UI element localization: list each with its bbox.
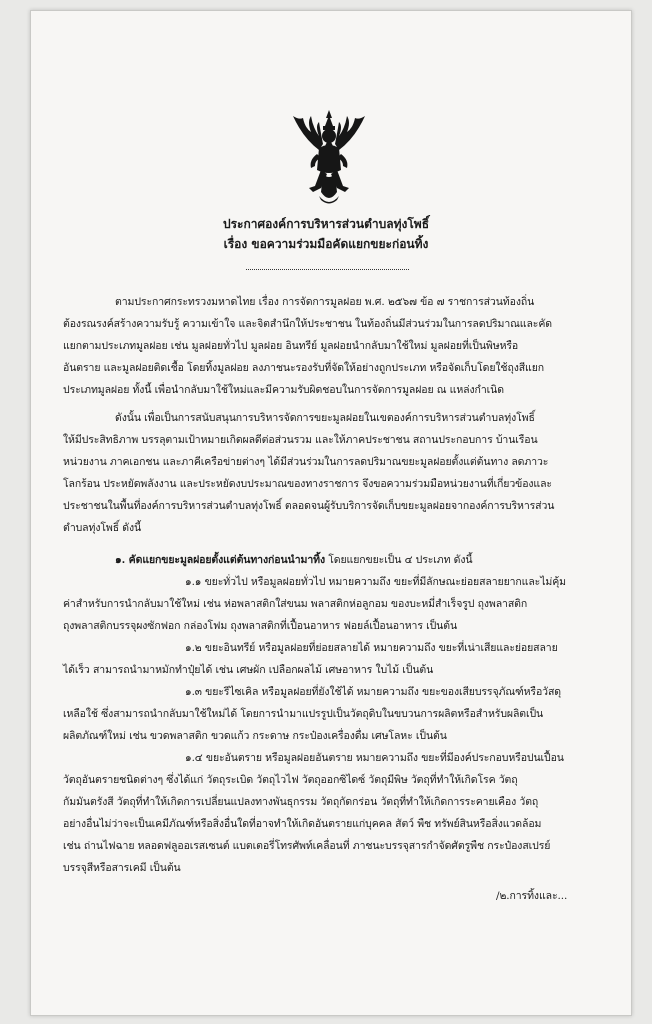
item-1-2-line: ๑.๒ ขยะอินทรีย์ หรือมูลฝอยที่ย่อยสลายได้ หมายความถึง ขยะที่เน่าเสียและย่อยสลาย <box>185 642 558 654</box>
para2-line: ให้มีประสิทธิภาพ บรรลุตามเป้าหมายเกิดผลดีต่อส่วนรวม และให้ภาคประชาชน สถานประกอบการ บ้านเรือน <box>63 434 538 446</box>
section1-subtitle: โดยแยกขยะเป็น ๔ ประเภท ดังนี้ <box>325 554 473 566</box>
garuda-emblem-icon <box>289 108 369 208</box>
title-divider <box>246 269 409 270</box>
announcement-subject: เรื่อง ขอความร่วมมือคัดแยกขยะก่อนทิ้ง <box>223 237 429 251</box>
para1-line: ประเภทมูลฝอย ทั้งนี้ เพื่อนำกลับมาใช้ใหม่และมีความรับผิดชอบในการจัดการมูลฝอย ณ แหล่งกำเนิด <box>63 384 504 396</box>
item-1-2-line: ได้เร็ว สามารถนำมาหมักทำปุ๋ยได้ เช่น เศษผัก เปลือกผลไม้ เศษอาหาร ใบไม้ เป็นต้น <box>63 664 434 676</box>
item-1-1-line: ค่าสำหรับการนำกลับมาใช้ใหม่ เช่น ห่อพลาสติกใส่ขนม พลาสติกห่อลูกอม ของบะหมี่สำเร็จรูป ถุงพลาสติก <box>63 598 528 610</box>
item-1-4-line: เช่น ถ่านไฟฉาย หลอดฟลูออเรสเซนต์ แบตเตอรี่โทรศัพท์เคลื่อนที่ ภาชนะบรรจุสารกำจัดศัตรูพืช กระป๋องสเปรย์ <box>63 840 551 852</box>
item-1-3-line: เหลือใช้ ซึ่งสามารถนำกลับมาใช้ใหม่ได้ โดยการนำมาแปรรูปเป็นวัตถุดิบในขบวนการผลิตหรือสำหรับผลิตเป็น <box>63 708 544 720</box>
item-1-1-line: ถุงพลาสติกบรรจุผงซักฟอก กล่องโฟม ถุงพลาสติกที่เปื้อนอาหาร ฟอยล์เปื้อนอาหาร เป็นต้น <box>63 620 458 632</box>
announcement-title: ประกาศองค์การบริหารส่วนตำบลทุ่งโพธิ์ <box>222 217 430 231</box>
section1-heading <box>115 553 473 567</box>
continuation-note: /๒.การทิ้งและ... <box>496 890 568 902</box>
item-1-4-line: วัตถุอันตรายชนิดต่างๆ ซึ่งได้แก่ วัตถุระเบิด วัตถุไวไฟ วัตถุออกซิไดซ์ วัตถุมีพิษ วัตถุที่ทำให้เกิดโรค วัตถุ <box>63 774 518 786</box>
para2-line: หน่วยงาน ภาคเอกชน และภาคีเครือข่ายต่างๆ ได้มีส่วนร่วมในการลดปริมาณขยะมูลฝอยตั้งแต่ต้นทาง ลดภาวะ <box>63 456 549 468</box>
item-1-3-line: ผลิตภัณฑ์ใหม่ เช่น ขวดพลาสติก ขวดแก้ว กระดาษ กระป๋องเครื่องดื่ม เศษโลหะ เป็นต้น <box>63 730 447 742</box>
para1-line: แยกตามประเภทมูลฝอย เช่น มูลฝอยทั่วไป มูลฝอย อินทรีย์ มูลฝอยนำกลับมาใช้ใหม่ มูลฝอยที่เป็นพิษหรือ <box>63 340 519 352</box>
item-1-4-line: กัมมันตรังสี วัตถุที่ทำให้เกิดการเปลี่ยนแปลงทางพันธุกรรม วัตถุกัดกร่อน วัตถุที่ทำให้เกิดการระคายเคือง วัตถุ <box>63 796 539 808</box>
section1-title: ๑. คัดแยกขยะมูลฝอยตั้งแต่ต้นทางก่อนนำมาทิ้ง <box>115 554 325 566</box>
item-1-4-line: บรรจุสีหรือสารเคมี เป็นต้น <box>63 862 181 874</box>
para1-line: อันตราย และมูลฝอยติดเชื้อ โดยทิ้งมูลฝอย ลงภาชนะรองรับที่จัดให้อย่างถูกประเภท หรือจัดเก็บโดยใช้ถุงสีแยก <box>63 362 545 374</box>
para2-line: ตำบลทุ่งโพธิ์ ดังนี้ <box>63 522 142 534</box>
para2-line: ประชาชนในพื้นที่องค์การบริหารส่วนตำบลทุ่งโพธิ์ ตลอดจนผู้รับบริการจัดเก็บขยะมูลฝอยจากองค์การบริหารส่วน <box>63 500 555 512</box>
item-1-4-line: อย่างอื่นไม่ว่าจะเป็นเคมีภัณฑ์หรือสิ่งอื่นใดที่อาจทำให้เกิดอันตรายแก่บุคคล สัตว์ พืช ทรัพย์สินหรือสิ่งแวดล้อม <box>63 818 542 830</box>
item-1-3-line: ๑.๓ ขยะรีไซเคิล หรือมูลฝอยที่ยังใช้ได้ หมายความถึง ขยะของเสียบรรจุภัณฑ์หรือวัสดุ <box>185 686 561 698</box>
para2-line: โลกร้อน ประหยัดพลังงาน และประหยัดงบประมาณของทางราชการ จึงขอความร่วมมือหน่วยงานที่เกี่ยวข้องและ <box>63 478 552 490</box>
item-1-4-line: ๑.๔ ขยะอันตราย หรือมูลฝอยอันตราย หมายความถึง ขยะที่มีองค์ประกอบหรือปนเปื้อน <box>185 752 564 764</box>
para1-line: ต้องรณรงค์สร้างความรับรู้ ความเข้าใจ และจิตสำนึกให้ประชาชน ในท้องถิ่นมีส่วนร่วมในการลดปริมาณและคัด <box>63 318 552 330</box>
para2-line: ดังนั้น เพื่อเป็นการสนับสนุนการบริหารจัดการขยะมูลฝอยในเขตองค์การบริหารส่วนตำบลทุ่งโพธิ์ <box>115 412 535 424</box>
para1-line: ตามประกาศกระทรวงมหาดไทย เรื่อง การจัดการมูลฝอย พ.ศ. ๒๕๖๗ ข้อ ๗ ราชการส่วนท้องถิ่น <box>115 296 535 308</box>
item-1-1-line: ๑.๑ ขยะทั่วไป หรือมูลฝอยทั่วไป หมายความถึง ขยะที่มีลักษณะย่อยสลายยากและไม่คุ้ม <box>185 576 566 588</box>
